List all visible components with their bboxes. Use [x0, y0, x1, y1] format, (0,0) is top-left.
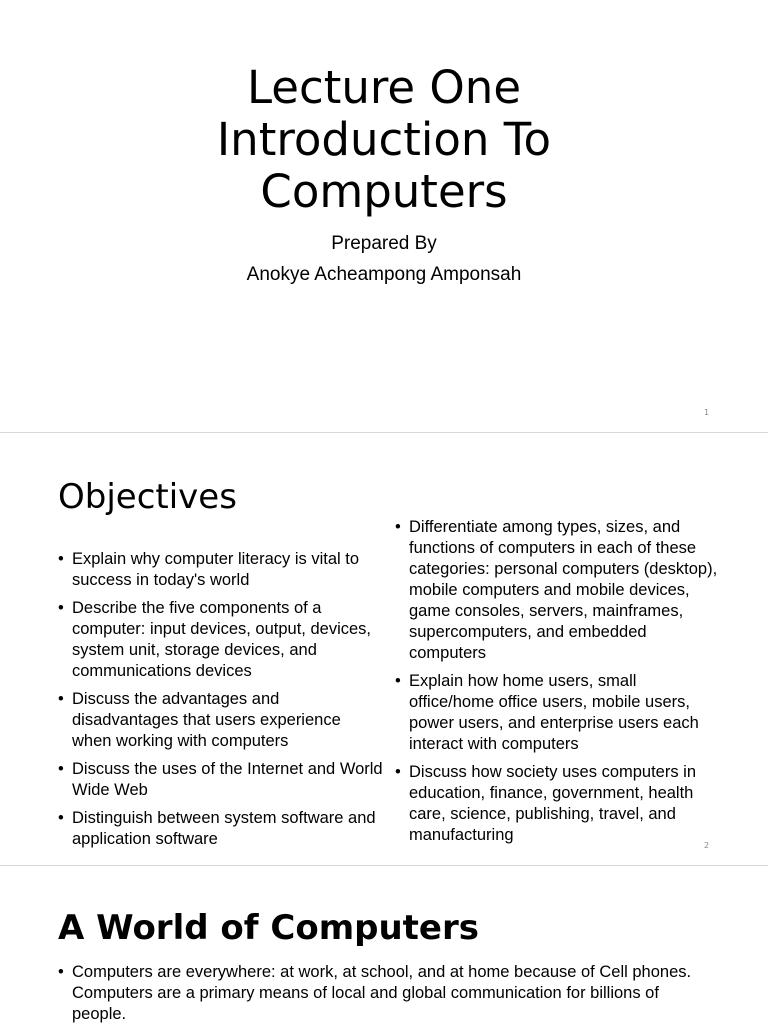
list-item: • Describe the five components of a computer: input devices, output, devices, system unit, storage devices, and communications devices: [58, 598, 383, 682]
world-list: [58, 962, 708, 1032]
page-number: 1: [704, 408, 710, 417]
list-item: • Computers are everywhere: at work, at school, and at home because of Cell phones. Computers are a primary means of local and global communication for billions of people.: [58, 962, 708, 1025]
prepared-by-label: Prepared By: [331, 233, 437, 254]
list-item: • Distinguish between system software and application software: [58, 808, 383, 850]
objectives-left-list: [58, 549, 383, 857]
title-line-2: Introduction To: [216, 113, 552, 166]
slide-title-heading: [0, 62, 768, 218]
list-item: • Discuss the uses of the Internet and World Wide Web: [58, 759, 383, 801]
list-item: • Differentiate among types, sizes, and functions of computers in each of these categories: personal computers (desktop), mobile computers and mobile devices, game consoles, servers, mainframes, supercomputers, and embedded computers: [395, 517, 725, 664]
list-item: • Explain why computer literacy is vital to success in today's world: [58, 549, 383, 591]
slide-world-of-computers: [0, 866, 768, 1024]
slide-subtitle: [0, 228, 768, 290]
objectives-right-list: [395, 517, 725, 853]
list-item: • Discuss the advantages and disadvantages that users experience when working with computers: [58, 689, 383, 752]
objectives-heading: Objectives: [58, 477, 237, 517]
slide-title: [0, 0, 768, 432]
world-heading: A World of Computers: [58, 908, 479, 948]
author-name: Anokye Acheampong Amponsah: [246, 264, 522, 285]
page-number: 2: [704, 841, 710, 850]
title-line-1: Lecture One: [247, 61, 521, 114]
list-item: • Explain how home users, small office/home office users, mobile users, power users, and enterprise users each interact with computers: [395, 671, 725, 755]
slide-objectives: [0, 433, 768, 865]
list-item: • Discuss how society uses computers in education, finance, government, health care, science, publishing, travel, and manufacturing: [395, 762, 725, 846]
title-line-3: Computers: [260, 165, 508, 218]
